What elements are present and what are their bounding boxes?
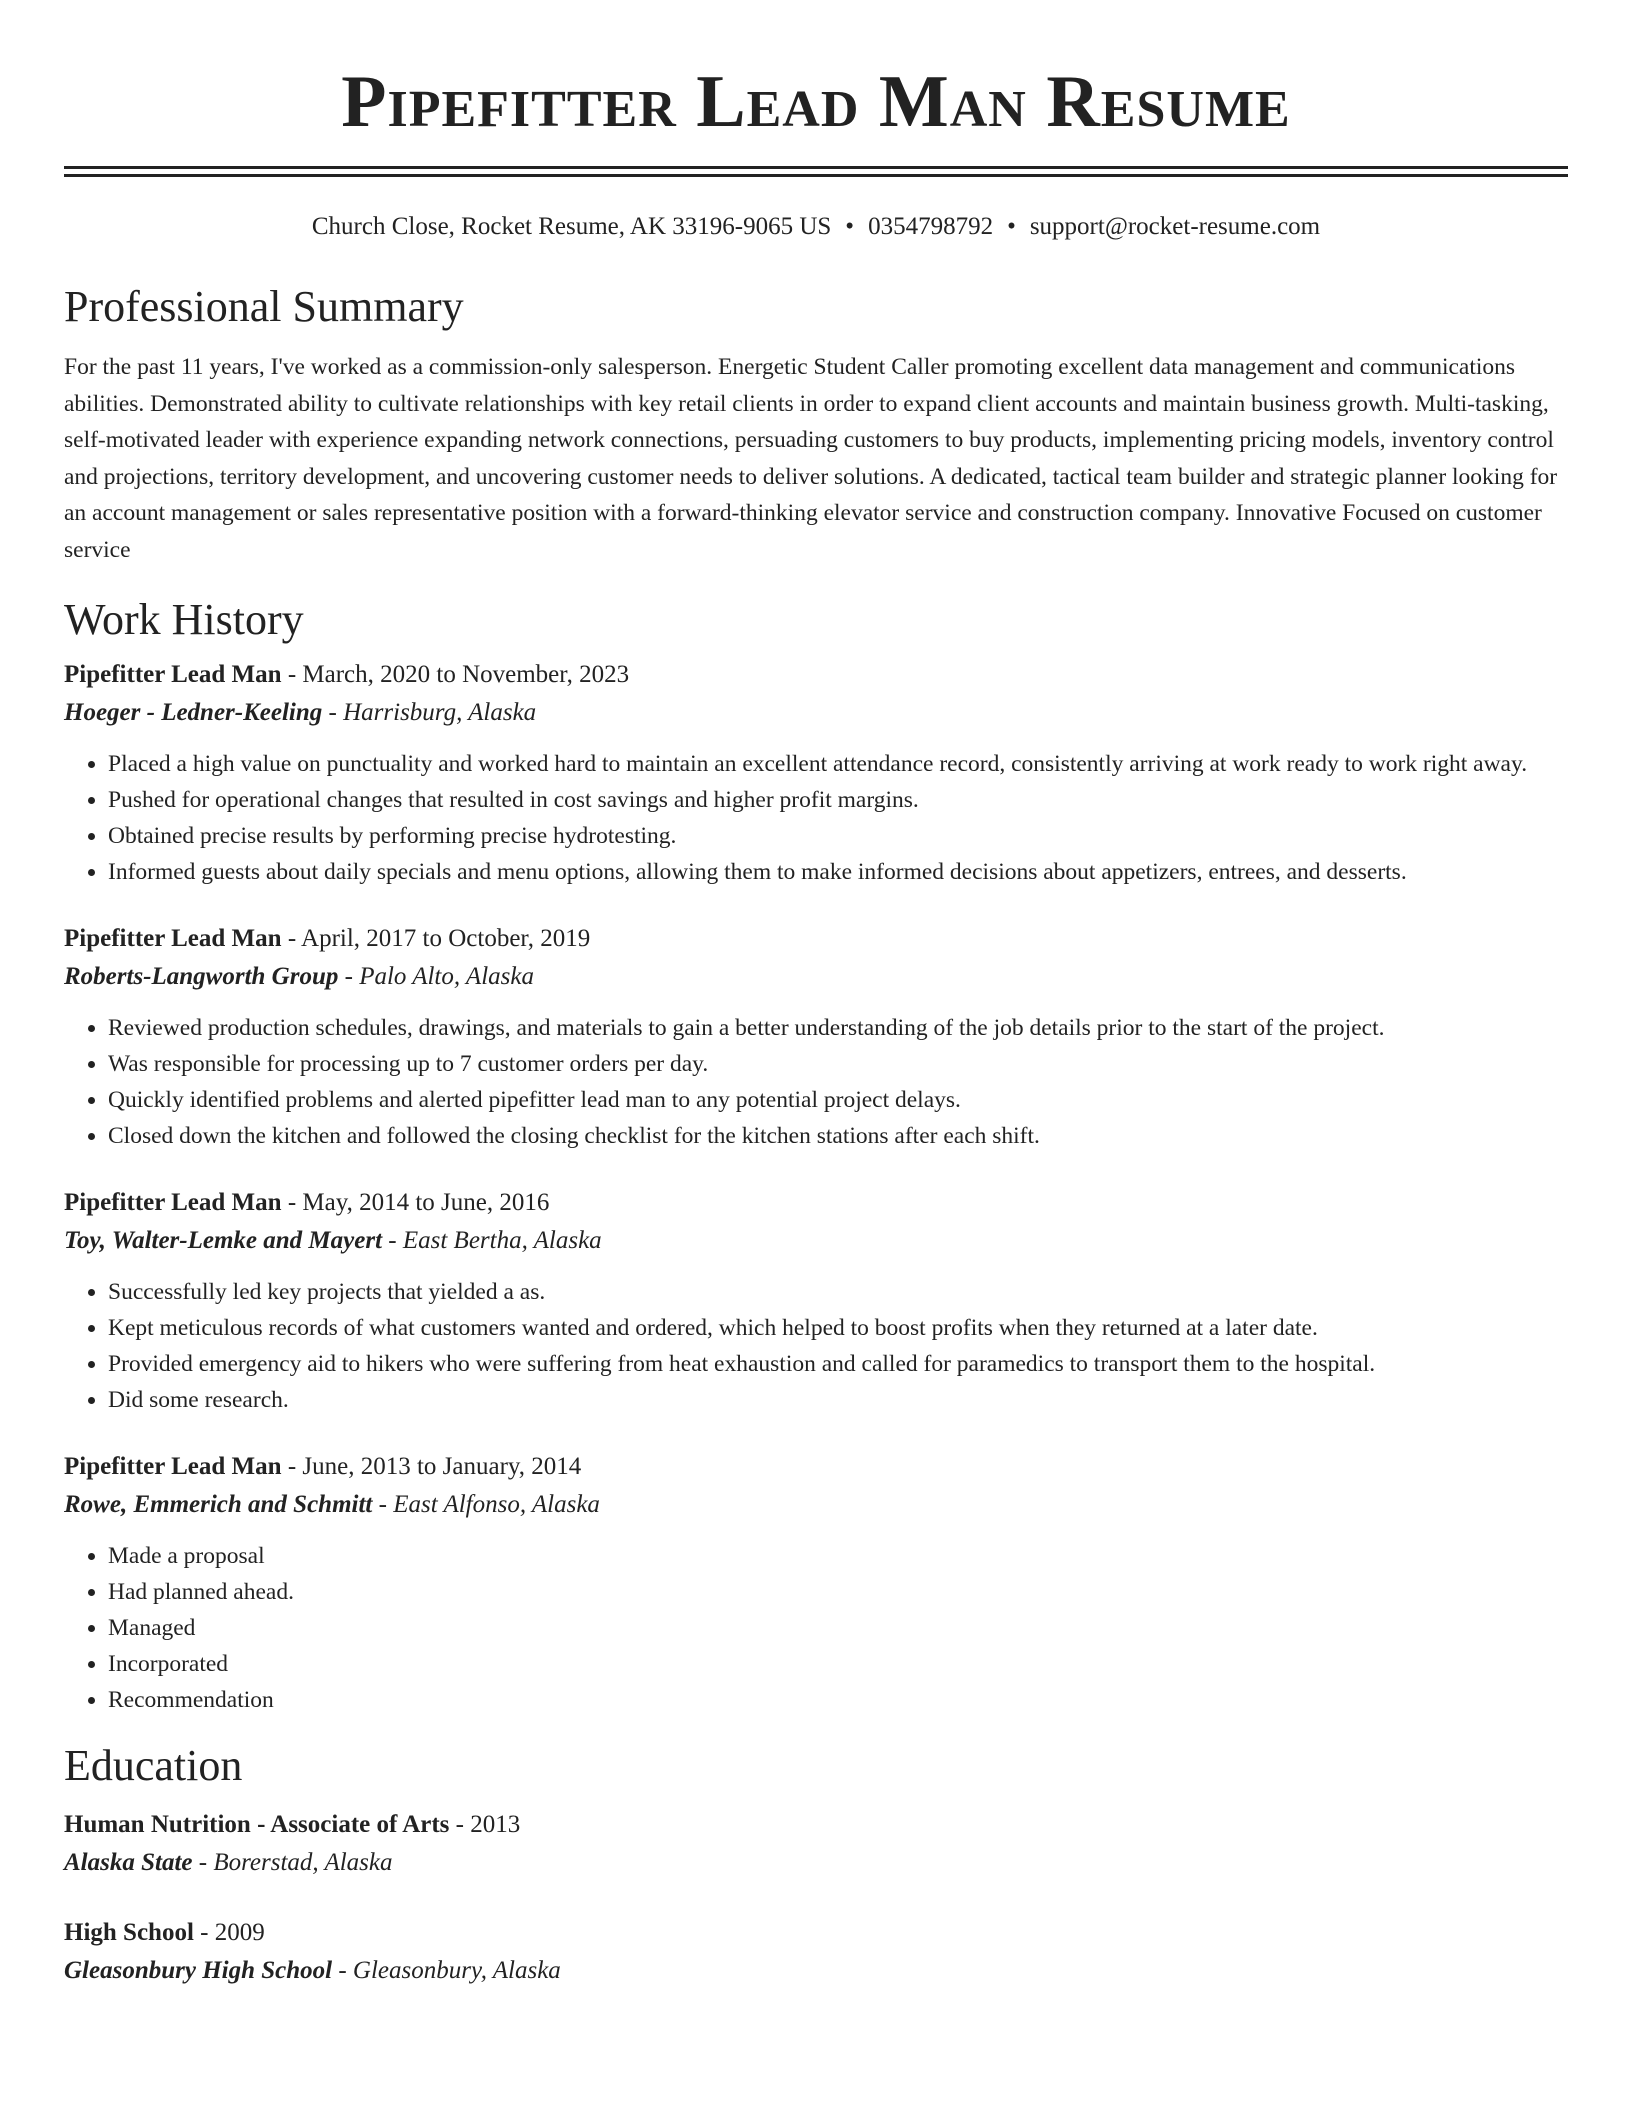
contact-phone: 0354798792 bbox=[868, 213, 994, 240]
contact-line bbox=[64, 211, 1568, 243]
job-title-line bbox=[64, 656, 1568, 694]
job-dates: - May, 2014 to June, 2016 bbox=[281, 1189, 550, 1216]
school-location: - Gleasonbury, Alaska bbox=[332, 1957, 561, 1984]
job-bullet: • Reviewed production schedules, drawings, and materials to gain a better understanding of the job details prior to the start of the project. bbox=[108, 1010, 1568, 1046]
company-name: Hoeger - Ledner-Keeling bbox=[64, 699, 323, 726]
job-bullet: • Successfully led key projects that yielded a as. bbox=[108, 1274, 1568, 1310]
school-line bbox=[64, 1952, 1568, 1990]
job-title-line bbox=[64, 920, 1568, 958]
job-bullet: • Incorporated bbox=[108, 1646, 1568, 1682]
education-list bbox=[64, 1806, 1568, 1990]
job-title-line bbox=[64, 1184, 1568, 1222]
resume-title: Pipefitter Lead Man Resume bbox=[341, 61, 1291, 143]
company-location: - East Alfonso, Alaska bbox=[372, 1491, 600, 1518]
job-bullet: • Was responsible for processing up to 7 customer orders per day. bbox=[108, 1046, 1568, 1082]
work-history-heading: Work History bbox=[64, 595, 304, 644]
job-bullets bbox=[64, 1538, 1568, 1718]
degree-year: - 2009 bbox=[193, 1919, 265, 1946]
summary-heading: Professional Summary bbox=[64, 282, 464, 331]
company-name: Roberts-Langworth Group bbox=[64, 963, 339, 990]
degree-line bbox=[64, 1806, 1568, 1844]
job-title: Pipefitter Lead Man bbox=[64, 925, 282, 952]
summary-text: For the past 11 years, I've worked as a commission-only salesperson. Energetic Student Caller promoting excellent data management and communications abilities. Demonstrated ability to cultivate relationships with key retail clients in order to expand client accounts and maintain business growth. Multi-tasking, self-motivated leader with experience expanding network connections, persuading customers to buy products, implementing pricing models, inventory control and projections, territory development, and uncovering customer needs to deliver solutions. A dedicated, tactical team builder and strategic planner looking for an account management or sales representative position with a forward-thinking elevator service and construction company. Innovative Focused on customer service bbox=[64, 354, 1558, 563]
job-dates: - March, 2020 to November, 2023 bbox=[281, 661, 630, 688]
job-bullet: • Placed a high value on punctuality and worked hard to maintain an excellent attendance record, consistently arriving at work ready to work right away. bbox=[108, 746, 1568, 782]
job-title-line bbox=[64, 1448, 1568, 1486]
company-location: - Palo Alto, Alaska bbox=[338, 963, 534, 990]
company-line bbox=[64, 958, 1568, 996]
job-title: Pipefitter Lead Man bbox=[64, 1189, 282, 1216]
job-bullet: • Did some research. bbox=[108, 1382, 1568, 1418]
job-bullet: • Managed bbox=[108, 1610, 1568, 1646]
job-entry bbox=[64, 920, 1568, 1154]
job-dates: - June, 2013 to January, 2014 bbox=[281, 1453, 582, 1480]
job-bullet: • Provided emergency aid to hikers who were suffering from heat exhaustion and called for paramedics to transport them to the hospital. bbox=[108, 1346, 1568, 1382]
job-bullet: • Closed down the kitchen and followed the closing checklist for the kitchen stations after each shift. bbox=[108, 1118, 1568, 1154]
school-location: - Borerstad, Alaska bbox=[192, 1849, 393, 1876]
title-divider bbox=[64, 166, 1568, 177]
job-bullet: • Recommendation bbox=[108, 1682, 1568, 1718]
company-location: - East Bertha, Alaska bbox=[382, 1227, 602, 1254]
degree-year: - 2013 bbox=[449, 1811, 521, 1838]
degree-name: Human Nutrition - Associate of Arts bbox=[64, 1811, 450, 1838]
job-bullets bbox=[64, 746, 1568, 890]
contact-separator: • bbox=[845, 213, 855, 240]
job-bullet: • Quickly identified problems and alerted pipefitter lead man to any potential project delays. bbox=[108, 1082, 1568, 1118]
contact-address: Church Close, Rocket Resume, AK 33196-9065 US bbox=[311, 213, 832, 240]
work-history-list bbox=[64, 656, 1568, 1718]
job-bullets bbox=[64, 1010, 1568, 1154]
job-bullet: • Pushed for operational changes that resulted in cost savings and higher profit margins. bbox=[108, 782, 1568, 818]
job-bullet: • Obtained precise results by performing precise hydrotesting. bbox=[108, 818, 1568, 854]
job-dates: - April, 2017 to October, 2019 bbox=[281, 925, 591, 952]
job-title: Pipefitter Lead Man bbox=[64, 1453, 282, 1480]
education-entry bbox=[64, 1806, 1568, 1882]
job-entry bbox=[64, 1184, 1568, 1418]
education-heading: Education bbox=[64, 1741, 243, 1790]
job-entry bbox=[64, 656, 1568, 890]
contact-separator: • bbox=[1007, 213, 1016, 240]
company-name: Toy, Walter-Lemke and Mayert bbox=[64, 1227, 383, 1254]
company-location: - Harrisburg, Alaska bbox=[322, 699, 537, 726]
job-bullet: • Kept meticulous records of what customers wanted and ordered, which helped to boost profits when they returned at a later date. bbox=[108, 1310, 1568, 1346]
school-line bbox=[64, 1844, 1568, 1882]
school-name: Alaska State bbox=[64, 1849, 193, 1876]
job-bullets bbox=[64, 1274, 1568, 1418]
company-line bbox=[64, 694, 1568, 732]
company-line bbox=[64, 1486, 1568, 1524]
company-line bbox=[64, 1222, 1568, 1260]
contact-email: support@rocket-resume.com bbox=[1029, 213, 1321, 240]
job-bullet: • Made a proposal bbox=[108, 1538, 1568, 1574]
degree-line bbox=[64, 1914, 1568, 1952]
company-name: Rowe, Emmerich and Schmitt bbox=[64, 1491, 373, 1518]
job-bullet: • Had planned ahead. bbox=[108, 1574, 1568, 1610]
school-name: Gleasonbury High School bbox=[64, 1957, 333, 1984]
education-entry bbox=[64, 1914, 1568, 1990]
job-bullet: • Informed guests about daily specials and menu options, allowing them to make informed decisions about appetizers, entrees, and desserts. bbox=[108, 854, 1568, 890]
degree-name: High School bbox=[64, 1919, 194, 1946]
job-entry bbox=[64, 1448, 1568, 1718]
job-title: Pipefitter Lead Man bbox=[64, 661, 282, 688]
